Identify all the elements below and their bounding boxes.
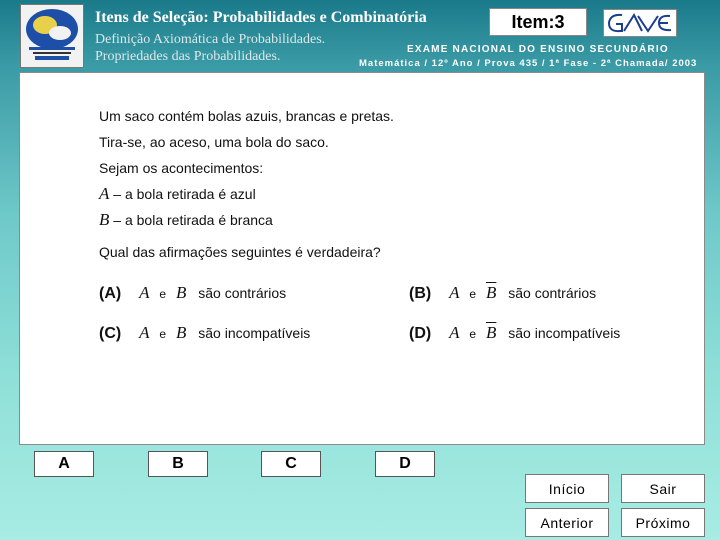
option-d-sym1: A	[449, 323, 460, 342]
subtitle-line-2: Propriedades das Probabilidades.	[95, 49, 281, 64]
anterior-button[interactable]: Anterior	[525, 508, 609, 537]
option-a-sym1: A	[139, 283, 150, 302]
event-b-definition	[99, 210, 273, 230]
option-c-sym2: B	[175, 323, 187, 342]
option-b	[409, 283, 596, 303]
option-d-sym2: $\overline{B}$	[485, 323, 497, 342]
option-b-text: são contrários	[508, 285, 597, 301]
item-number-badge: Item:3	[489, 8, 587, 36]
event-a-definition	[99, 184, 256, 204]
option-c-sym1: A	[139, 323, 150, 342]
event-b-symbol: B	[99, 210, 110, 229]
inicio-button[interactable]: Início	[525, 474, 609, 503]
option-b-sym1: A	[449, 283, 460, 302]
option-a	[99, 283, 286, 303]
answer-a-button[interactable]: A	[34, 451, 94, 477]
gave-logo	[603, 9, 677, 37]
page-subtitle	[95, 31, 325, 65]
option-c-text: são incompatíveis	[198, 325, 311, 341]
question-line-3: Sejam os acontecimentos:	[99, 160, 264, 176]
option-b-conj: e	[469, 287, 477, 301]
exam-details: Matemática / 12º Ano / Prova 435 / 1ª Fase - 2ª Chamada/ 2003	[359, 58, 698, 69]
proximo-button[interactable]: Próximo	[621, 508, 705, 537]
option-a-text: são contrários	[198, 285, 287, 301]
answer-d-button[interactable]: D	[375, 451, 435, 477]
event-b-text: – a bola retirada é branca	[113, 212, 273, 228]
question-line-1: Um saco contém bolas azuis, brancas e pretas.	[99, 108, 394, 124]
option-b-sym2: $\overline{B}$	[485, 283, 497, 302]
option-a-conj: e	[159, 287, 167, 301]
school-logo	[20, 4, 84, 68]
option-a-sym2: B	[175, 283, 187, 302]
event-a-text: – a bola retirada é azul	[113, 186, 256, 202]
option-d-label: (D)	[409, 325, 432, 342]
answer-c-button[interactable]: C	[261, 451, 321, 477]
option-d	[409, 323, 620, 343]
question-line-2: Tira-se, ao aceso, uma bola do saco.	[99, 134, 329, 150]
option-b-label: (B)	[409, 285, 432, 302]
subtitle-line-1: Definição Axiomática de Probabilidades.	[95, 32, 326, 47]
question-prompt: Qual das afirmações seguintes é verdadeira?	[99, 244, 381, 260]
option-d-text: são incompatíveis	[508, 325, 621, 341]
event-a-symbol: A	[99, 184, 110, 203]
option-d-conj: e	[469, 327, 477, 341]
answer-b-button[interactable]: B	[148, 451, 208, 477]
option-c-label: (C)	[99, 325, 122, 342]
option-c-conj: e	[159, 327, 167, 341]
page-title: Itens de Seleção: Probabilidades e Combinatória	[95, 9, 427, 26]
sair-button[interactable]: Sair	[621, 474, 705, 503]
option-a-label: (A)	[99, 285, 122, 302]
option-c	[99, 323, 310, 343]
exam-title: EXAME NACIONAL DO ENSINO SECUNDÁRIO	[407, 44, 669, 55]
